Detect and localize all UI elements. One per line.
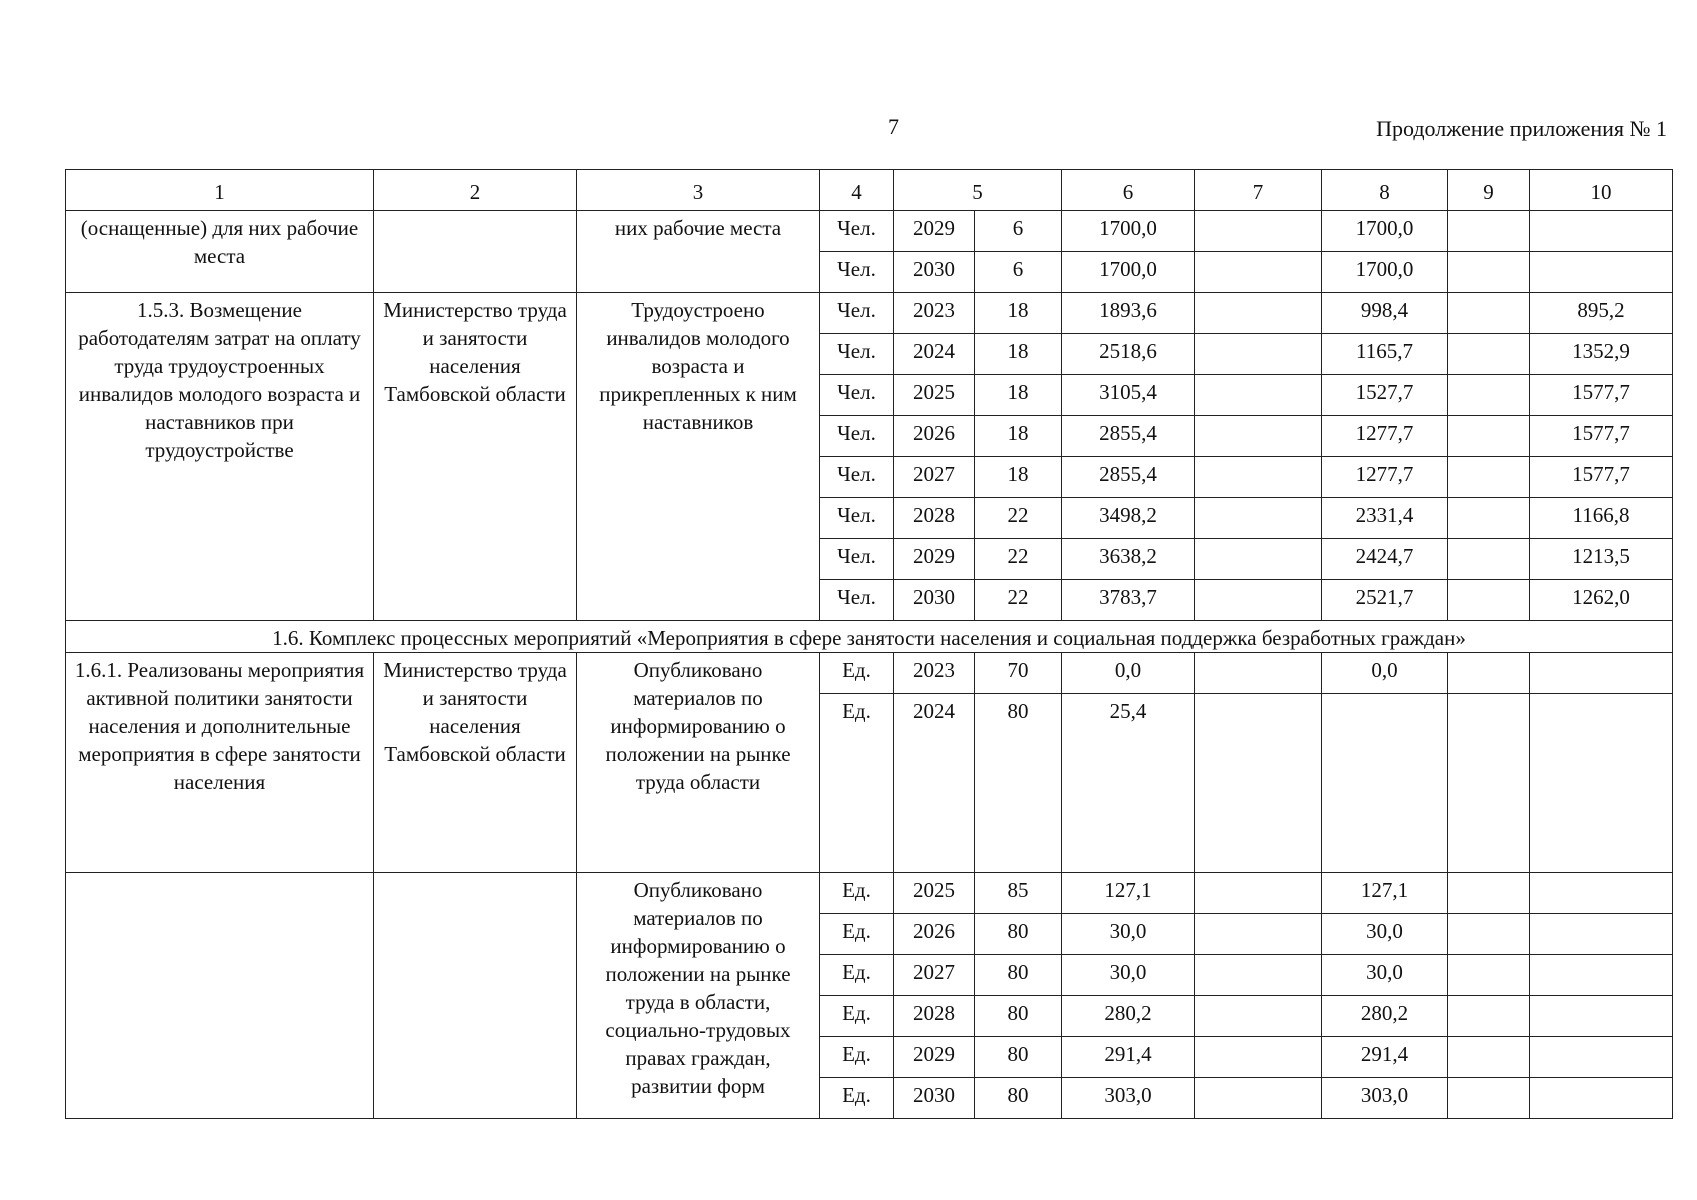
- year-cell: 2029: [894, 1037, 975, 1078]
- quantity-cell: 18: [975, 457, 1062, 498]
- column-9-cell: [1448, 1078, 1530, 1119]
- quantity-cell: 6: [975, 211, 1062, 252]
- quantity-cell: 18: [975, 416, 1062, 457]
- quantity-cell: 18: [975, 293, 1062, 334]
- year-cell: 2023: [894, 653, 975, 694]
- quantity-cell: 80: [975, 914, 1062, 955]
- total-funding-cell: 3498,2: [1062, 498, 1195, 539]
- unit-cell: Чел.: [820, 498, 894, 539]
- quantity-cell: 18: [975, 375, 1062, 416]
- column-7-cell: [1195, 653, 1322, 694]
- quantity-cell: 6: [975, 252, 1062, 293]
- column-10-cell: [1530, 653, 1673, 694]
- unit-cell: Чел.: [820, 416, 894, 457]
- unit-cell: Чел.: [820, 539, 894, 580]
- quantity-cell: 85: [975, 873, 1062, 914]
- responsible-executor-cell: Министерство труда и занятости населения Тамбовской области: [374, 293, 577, 621]
- column-8-cell: 127,1: [1322, 873, 1448, 914]
- column-8-cell: 2424,7: [1322, 539, 1448, 580]
- total-funding-cell: 3638,2: [1062, 539, 1195, 580]
- quantity-cell: 80: [975, 996, 1062, 1037]
- year-cell: 2025: [894, 375, 975, 416]
- unit-cell: Ед.: [820, 996, 894, 1037]
- column-9-cell: [1448, 580, 1530, 621]
- total-funding-cell: 2855,4: [1062, 457, 1195, 498]
- year-cell: 2027: [894, 457, 975, 498]
- table-row: [66, 211, 1673, 252]
- unit-cell: Ед.: [820, 694, 894, 873]
- total-funding-cell: 25,4: [1062, 694, 1195, 873]
- column-8-cell: [1322, 694, 1448, 873]
- quantity-cell: 70: [975, 653, 1062, 694]
- column-8-cell: 1277,7: [1322, 457, 1448, 498]
- year-cell: 2030: [894, 580, 975, 621]
- total-funding-cell: 1893,6: [1062, 293, 1195, 334]
- column-10-cell: [1530, 1037, 1673, 1078]
- total-funding-cell: 3105,4: [1062, 375, 1195, 416]
- column-10-cell: 1352,9: [1530, 334, 1673, 375]
- total-funding-cell: 280,2: [1062, 996, 1195, 1037]
- activity-name-cell: 1.6.1. Реализованы мероприятия активной политики занятости населения и дополнительные мероприятия в сфере занятости населения: [66, 653, 374, 873]
- column-7-cell: [1195, 873, 1322, 914]
- column-8-cell: 1700,0: [1322, 252, 1448, 293]
- total-funding-cell: 30,0: [1062, 914, 1195, 955]
- unit-cell: Чел.: [820, 293, 894, 334]
- column-10-cell: 1166,8: [1530, 498, 1673, 539]
- column-10-cell: 1577,7: [1530, 416, 1673, 457]
- year-cell: 2029: [894, 211, 975, 252]
- unit-cell: Чел.: [820, 457, 894, 498]
- column-number: 2: [374, 170, 577, 211]
- unit-cell: Ед.: [820, 873, 894, 914]
- total-funding-cell: 1700,0: [1062, 252, 1195, 293]
- year-cell: 2024: [894, 694, 975, 873]
- appendix-continuation-header: Продолжение приложения № 1: [1376, 116, 1667, 141]
- result-indicator-cell: Опубликовано материалов по информированию о положении на рынке труда области: [577, 653, 820, 873]
- column-9-cell: [1448, 996, 1530, 1037]
- column-8-cell: 1277,7: [1322, 416, 1448, 457]
- column-7-cell: [1195, 457, 1322, 498]
- activity-name-cell: (оснащенные) для них рабочие места: [66, 211, 374, 293]
- column-7-cell: [1195, 334, 1322, 375]
- total-funding-cell: 291,4: [1062, 1037, 1195, 1078]
- year-cell: 2023: [894, 293, 975, 334]
- column-8-cell: 280,2: [1322, 996, 1448, 1037]
- result-indicator-cell: Трудоустроено инвалидов молодого возраста и прикрепленных к ним наставников: [577, 293, 820, 621]
- quantity-cell: 22: [975, 580, 1062, 621]
- quantity-cell: 22: [975, 539, 1062, 580]
- column-7-cell: [1195, 694, 1322, 873]
- column-9-cell: [1448, 334, 1530, 375]
- table-row: [66, 293, 1673, 334]
- column-9-cell: [1448, 457, 1530, 498]
- column-7-cell: [1195, 955, 1322, 996]
- activity-name-cell: [66, 873, 374, 1119]
- column-8-cell: 30,0: [1322, 955, 1448, 996]
- column-number: 10: [1530, 170, 1673, 211]
- column-10-cell: 1213,5: [1530, 539, 1673, 580]
- column-9-cell: [1448, 1037, 1530, 1078]
- column-7-cell: [1195, 996, 1322, 1037]
- column-8-cell: 1700,0: [1322, 211, 1448, 252]
- activity-name-cell: 1.5.3. Возмещение работодателям затрат на оплату труда трудоустроенных инвалидов молодого возраста и наставников при трудоустройстве: [66, 293, 374, 621]
- column-number: 8: [1322, 170, 1448, 211]
- column-number: 1: [66, 170, 374, 211]
- column-number: 3: [577, 170, 820, 211]
- program-table: [65, 169, 1673, 1119]
- column-10-cell: 1577,7: [1530, 457, 1673, 498]
- result-indicator-cell: них рабочие места: [577, 211, 820, 293]
- responsible-executor-cell: Министерство труда и занятости населения Тамбовской области: [374, 653, 577, 873]
- column-number: 4: [820, 170, 894, 211]
- column-9-cell: [1448, 694, 1530, 873]
- year-cell: 2025: [894, 873, 975, 914]
- column-7-cell: [1195, 293, 1322, 334]
- column-9-cell: [1448, 914, 1530, 955]
- unit-cell: Ед.: [820, 914, 894, 955]
- unit-cell: Чел.: [820, 334, 894, 375]
- column-8-cell: 1165,7: [1322, 334, 1448, 375]
- year-cell: 2026: [894, 416, 975, 457]
- column-7-cell: [1195, 1037, 1322, 1078]
- column-7-cell: [1195, 1078, 1322, 1119]
- column-10-cell: 895,2: [1530, 293, 1673, 334]
- quantity-cell: 80: [975, 955, 1062, 996]
- unit-cell: Ед.: [820, 1078, 894, 1119]
- column-10-cell: 1262,0: [1530, 580, 1673, 621]
- column-9-cell: [1448, 293, 1530, 334]
- unit-cell: Ед.: [820, 955, 894, 996]
- quantity-cell: 80: [975, 694, 1062, 873]
- column-10-cell: [1530, 211, 1673, 252]
- total-funding-cell: 0,0: [1062, 653, 1195, 694]
- column-10-cell: [1530, 914, 1673, 955]
- column-10-cell: [1530, 996, 1673, 1037]
- year-cell: 2028: [894, 498, 975, 539]
- total-funding-cell: 127,1: [1062, 873, 1195, 914]
- unit-cell: Ед.: [820, 1037, 894, 1078]
- section-heading: 1.6. Комплекс процессных мероприятий «Мероприятия в сфере занятости населения и социальная поддержка безработных граждан»: [66, 621, 1673, 653]
- year-cell: 2028: [894, 996, 975, 1037]
- year-cell: 2026: [894, 914, 975, 955]
- quantity-cell: 22: [975, 498, 1062, 539]
- total-funding-cell: 2518,6: [1062, 334, 1195, 375]
- section-heading-row: [66, 621, 1673, 653]
- column-7-cell: [1195, 539, 1322, 580]
- column-8-cell: 30,0: [1322, 914, 1448, 955]
- year-cell: 2024: [894, 334, 975, 375]
- column-9-cell: [1448, 653, 1530, 694]
- column-9-cell: [1448, 252, 1530, 293]
- page-number: 7: [888, 114, 899, 139]
- quantity-cell: 80: [975, 1078, 1062, 1119]
- unit-cell: Ед.: [820, 653, 894, 694]
- year-cell: 2029: [894, 539, 975, 580]
- column-10-cell: [1530, 955, 1673, 996]
- column-9-cell: [1448, 375, 1530, 416]
- year-cell: 2030: [894, 1078, 975, 1119]
- responsible-executor-cell: [374, 873, 577, 1119]
- column-10-cell: [1530, 252, 1673, 293]
- result-indicator-cell: Опубликовано материалов по информированию о положении на рынке труда в области, социально-трудовых правах граждан, развитии форм: [577, 873, 820, 1119]
- column-7-cell: [1195, 416, 1322, 457]
- unit-cell: Чел.: [820, 375, 894, 416]
- table-row: [66, 653, 1673, 694]
- table-row: [66, 873, 1673, 914]
- year-cell: 2027: [894, 955, 975, 996]
- total-funding-cell: 3783,7: [1062, 580, 1195, 621]
- quantity-cell: 80: [975, 1037, 1062, 1078]
- column-9-cell: [1448, 873, 1530, 914]
- column-9-cell: [1448, 211, 1530, 252]
- column-9-cell: [1448, 955, 1530, 996]
- column-9-cell: [1448, 539, 1530, 580]
- column-8-cell: 2331,4: [1322, 498, 1448, 539]
- column-8-cell: 998,4: [1322, 293, 1448, 334]
- column-7-cell: [1195, 211, 1322, 252]
- column-7-cell: [1195, 580, 1322, 621]
- column-7-cell: [1195, 252, 1322, 293]
- column-7-cell: [1195, 375, 1322, 416]
- responsible-executor-cell: [374, 211, 577, 293]
- total-funding-cell: 2855,4: [1062, 416, 1195, 457]
- column-7-cell: [1195, 498, 1322, 539]
- total-funding-cell: 1700,0: [1062, 211, 1195, 252]
- year-cell: 2030: [894, 252, 975, 293]
- column-number: 5: [894, 170, 1062, 211]
- column-8-cell: 1527,7: [1322, 375, 1448, 416]
- unit-cell: Чел.: [820, 252, 894, 293]
- column-8-cell: 0,0: [1322, 653, 1448, 694]
- column-number: 9: [1448, 170, 1530, 211]
- column-9-cell: [1448, 416, 1530, 457]
- column-number: 6: [1062, 170, 1195, 211]
- column-number-row: [66, 170, 1673, 211]
- unit-cell: Чел.: [820, 211, 894, 252]
- quantity-cell: 18: [975, 334, 1062, 375]
- column-10-cell: 1577,7: [1530, 375, 1673, 416]
- column-8-cell: 291,4: [1322, 1037, 1448, 1078]
- unit-cell: Чел.: [820, 580, 894, 621]
- column-8-cell: 303,0: [1322, 1078, 1448, 1119]
- column-10-cell: [1530, 694, 1673, 873]
- column-10-cell: [1530, 1078, 1673, 1119]
- column-8-cell: 2521,7: [1322, 580, 1448, 621]
- total-funding-cell: 303,0: [1062, 1078, 1195, 1119]
- total-funding-cell: 30,0: [1062, 955, 1195, 996]
- column-7-cell: [1195, 914, 1322, 955]
- column-10-cell: [1530, 873, 1673, 914]
- column-number: 7: [1195, 170, 1322, 211]
- column-9-cell: [1448, 498, 1530, 539]
